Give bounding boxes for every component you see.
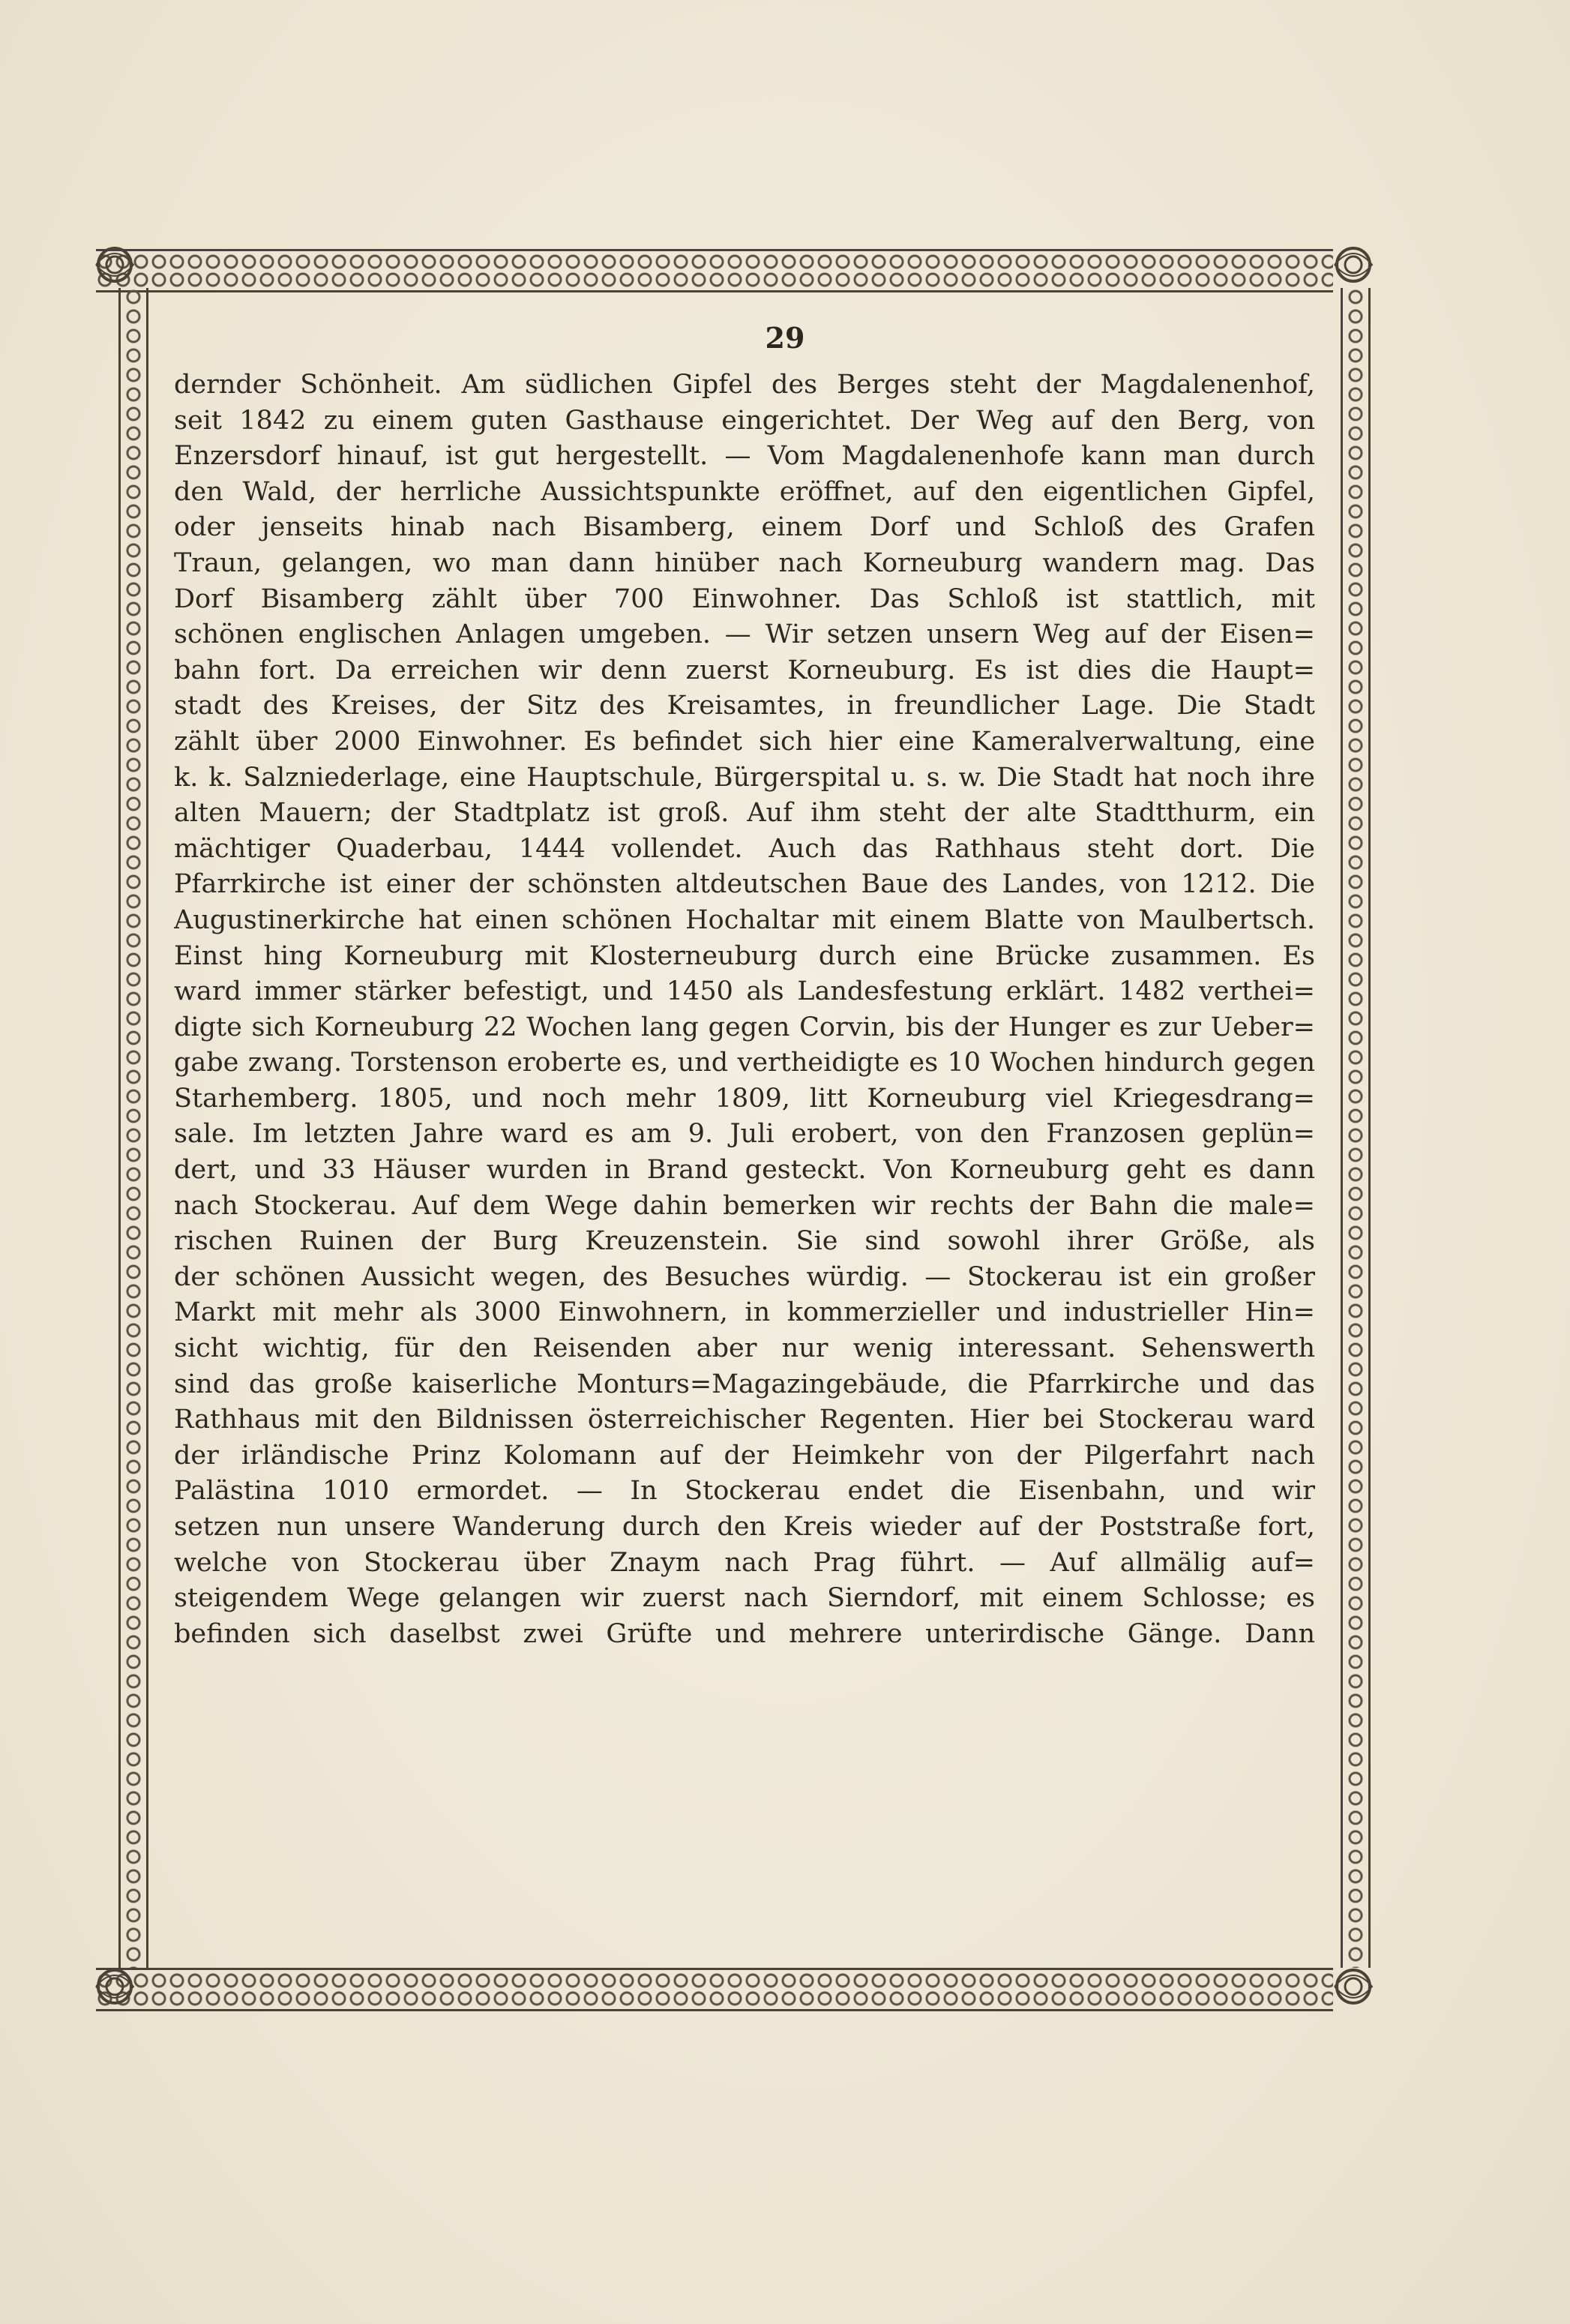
text-line: welche von Stockerau über Znaym nach Prag führt. — Auf allmälig auf= <box>174 1547 1315 1578</box>
text-line: oder jenseits hinab nach Bisamberg, einem Dorf und Schloß des Grafen <box>174 512 1315 543</box>
ornamental-border-right <box>1341 288 1371 1968</box>
text-line: sind das große kaiserliche Monturs=Magazingebäude, die Pfarrkirche und das <box>174 1369 1315 1399</box>
text-line: digte sich Korneuburg 22 Wochen lang gegen Corvin, bis der Hunger es zur Ueber= <box>174 1012 1315 1042</box>
text-line: Palästina 1010 ermordet. — In Stockerau endet die Eisenbahn, und wir <box>174 1476 1315 1507</box>
corner-ornament-bottom-right <box>1327 1960 1380 2013</box>
text-line: stadt des Kreises, der Sitz des Kreisamtes, in freundlicher Lage. Die Stadt <box>174 691 1315 721</box>
text-line: Pfarrkirche ist einer der schönsten altdeutschen Baue des Landes, von 1212. Die <box>174 869 1315 900</box>
body-text <box>174 367 1315 1652</box>
text-line: schönen englischen Anlagen umgeben. — Wir setzen unsern Weg auf der Eisen= <box>174 619 1315 650</box>
text-line: seit 1842 zu einem guten Gasthause eingerichtet. Der Weg auf den Berg, von <box>174 405 1315 436</box>
text-line: zählt über 2000 Einwohner. Es befindet sich hier eine Kameralverwaltung, eine <box>174 726 1315 757</box>
ornamental-border-bottom <box>96 1968 1333 2011</box>
text-line: befinden sich daselbst zwei Grüfte und mehrere unterirdische Gänge. Dann <box>174 1618 1315 1649</box>
text-line: sicht wichtig, für den Reisenden aber nur wenig interessant. Sehenswerth <box>174 1333 1315 1364</box>
text-line: rischen Ruinen der Burg Kreuzenstein. Sie sind sowohl ihrer Größe, als <box>174 1226 1315 1257</box>
text-line: Einst hing Korneuburg mit Klosterneuburg durch eine Brücke zusammen. Es <box>174 940 1315 971</box>
text-line: alten Mauern; der Stadtplatz ist groß. Auf ihm steht der alte Stadtthurm, ein <box>174 798 1315 829</box>
text-line: gabe zwang. Torstenson eroberte es, und vertheidigte es 10 Wochen hindurch gegen <box>174 1048 1315 1078</box>
text-line: der schönen Aussicht wegen, des Besuches würdig. — Stockerau ist ein großer <box>174 1261 1315 1292</box>
text-line: der irländische Prinz Kolomann auf der Heimkehr von der Pilgerfahrt nach <box>174 1440 1315 1471</box>
text-line: bahn fort. Da erreichen wir denn zuerst Korneuburg. Es ist dies die Haupt= <box>174 655 1315 685</box>
text-line: Enzersdorf hinauf, ist gut hergestellt. — Vom Magdalenenhofe kann man durch <box>174 441 1315 472</box>
text-line: mächtiger Quaderbau, 1444 vollendet. Auch das Rathhaus steht dort. Die <box>174 833 1315 864</box>
text-line: ward immer stärker befestigt, und 1450 als Landesfestung erklärt. 1482 verthei= <box>174 976 1315 1007</box>
text-line: Markt mit mehr als 3000 Einwohnern, in kommerzieller und industrieller Hin= <box>174 1297 1315 1328</box>
ornamental-border-top <box>96 249 1333 292</box>
text-line: dert, und 33 Häuser wurden in Brand gesteckt. Von Korneuburg geht es dann <box>174 1155 1315 1186</box>
text-line: setzen nun unsere Wanderung durch den Kreis wieder auf der Poststraße fort, <box>174 1512 1315 1542</box>
text-line: Augustinerkirche hat einen schönen Hochaltar mit einem Blatte von Maulbertsch. <box>174 904 1315 935</box>
corner-ornament-top-right <box>1327 238 1380 291</box>
text-line: sale. Im letzten Jahre ward es am 9. Juli erobert, von den Franzosen geplün= <box>174 1119 1315 1150</box>
text-line: Dorf Bisamberg zählt über 700 Einwohner. Das Schloß ist stattlich, mit <box>174 583 1315 614</box>
text-line: steigendem Wege gelangen wir zuerst nach Sierndorf, mit einem Schlosse; es <box>174 1583 1315 1614</box>
text-line: den Wald, der herrliche Aussichtspunkte eröffnet, auf den eigentlichen Gipfel, <box>174 476 1315 507</box>
text-line: Traun, gelangen, wo man dann hinüber nach Korneuburg wandern mag. Das <box>174 547 1315 578</box>
text-line: Rathhaus mit den Bildnissen österreichischer Regenten. Hier bei Stockerau ward <box>174 1405 1315 1435</box>
corner-ornament-bottom-left <box>88 1960 141 2013</box>
page-number: 29 <box>765 321 805 355</box>
text-line: k. k. Salzniederlage, eine Hauptschule, Bürgerspital u. s. w. Die Stadt hat noch ihre <box>174 762 1315 793</box>
text-line: Starhemberg. 1805, und noch mehr 1809, litt Korneuburg viel Kriegesdrang= <box>174 1083 1315 1114</box>
text-line: nach Stockerau. Auf dem Wege dahin bemerken wir rechts der Bahn die male= <box>174 1190 1315 1221</box>
text-line: dernder Schönheit. Am südlichen Gipfel des Berges steht der Magdalenenhof, <box>174 370 1315 400</box>
ornamental-border-left <box>118 288 148 1968</box>
corner-ornament-top-left <box>88 238 141 291</box>
